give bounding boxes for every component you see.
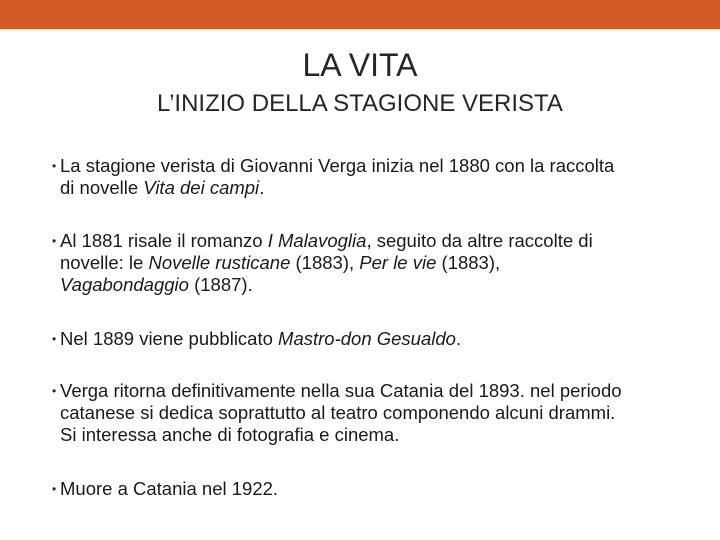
bullet-text-part: Muore a Catania nel 1922. [60,478,279,499]
bullet-marker: • [52,384,57,398]
bullet-text [60,155,690,199]
bullet-line: catanese si dedica soprattutto al teatro componendo alcuni drammi. [60,402,616,423]
bullet-text [60,380,690,446]
bullet-line: Si interessa anche di fotografia e cinema. [60,424,400,445]
bullet-italic-title: Novelle rusticane [148,252,291,273]
bullet-text-part: Al 1881 risale il romanzo [60,230,268,251]
bullet-marker: • [52,482,57,496]
bullet-text-part: La stagione verista di Giovanni Verga inizia nel 1880 con la raccolta [60,155,615,176]
bullet-italic-title: Per le vie [359,252,437,273]
bullet-italic-title: Vita dei campi [143,177,260,198]
top-accent-bar [0,0,720,29]
bullet-italic-title: I Malavoglia [267,230,367,251]
bullet-marker: • [52,159,57,173]
bullet-text [60,328,690,350]
bullet-text-part: (1887). [188,274,253,295]
bullet-text-part: Nel 1889 viene pubblicato [60,328,279,349]
bullet-text [60,478,690,500]
bullet-text-part: . [259,177,265,198]
bullet-line: Verga ritorna definitivamente nella sua Catania del 1893. nel periodo [60,380,622,401]
bullet-text-part: . [455,328,462,349]
slide-title: LA VITA [302,47,418,83]
bullet-text-part: di novelle [60,177,144,198]
bullet-italic-title: Vagabondaggio [60,274,189,295]
bullet-text-part: (1883), [290,252,360,273]
bullet-marker: • [52,332,57,346]
bullet-text-part: (1883), [436,252,501,273]
bullet-italic-title: Mastro-don Gesualdo [278,328,456,349]
bullet-text-part: , seguito da altre raccolte di [366,230,593,251]
bullet-text [60,230,690,296]
bullet-text-part: novelle: le [60,252,149,273]
slide-subtitle: L’INIZIO DELLA STAGIONE VERISTA [157,90,563,117]
bullet-marker: • [52,234,57,248]
